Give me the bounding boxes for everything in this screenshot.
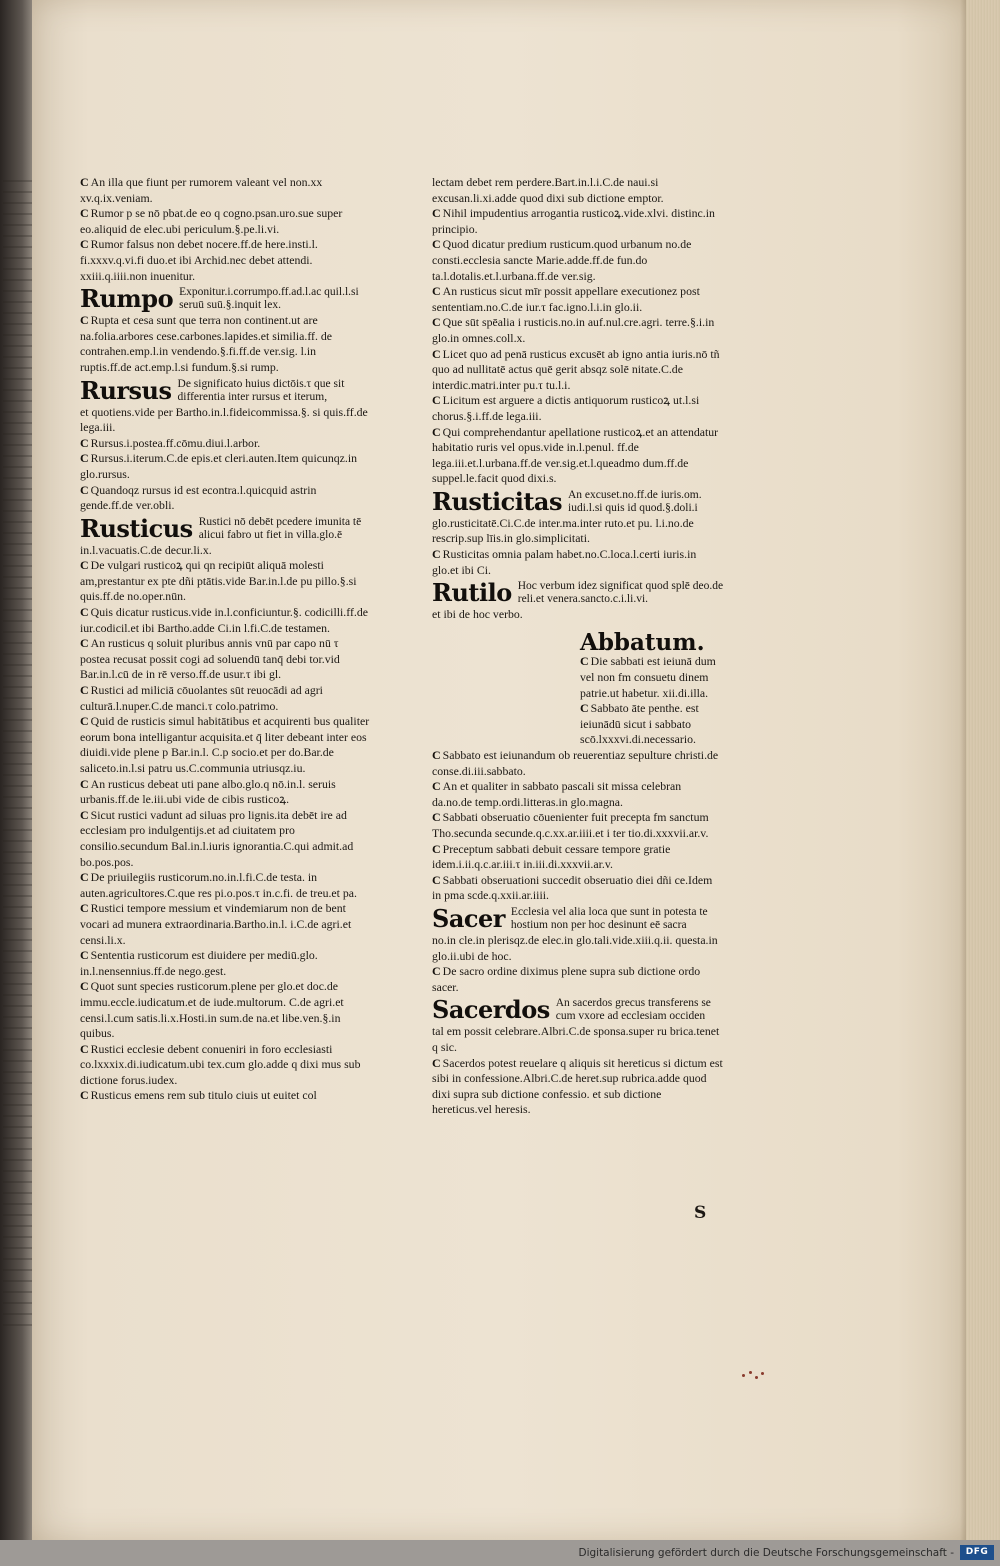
entry-text: Licet quo ad penā rusticus excusēt ab igno antia iuris.nō tñ quo ad nullitatē actus quē gerit absqz solē nitate.C.de interdic.matri.inter pu.τ tu.l.i. bbox=[432, 346, 720, 392]
entry-paragraph bbox=[80, 714, 370, 776]
headword: Sacer bbox=[432, 903, 505, 933]
entry-paragraph bbox=[80, 683, 370, 714]
entry-paragraph bbox=[80, 636, 370, 683]
entry-paragraph bbox=[80, 808, 370, 870]
entry-text: An illa que fiunt per rumorem valeant vel non.xx xv.q.ix.veniam. bbox=[80, 175, 323, 205]
entry-text: De sacro ordine diximus plene supra sub dictione ordo sacer. bbox=[432, 964, 701, 994]
entry-text: Sabbati obseruatio cōuenienter fuit precepta fm sanctum Tho.secunda secunde.q.c.xx.ar.iiii.et i ter tio.di.xxxvii.ar.v. bbox=[432, 810, 709, 840]
entry-text: Qui comprehendantur apellatione rusticoꝝ.et an attendatur habitatio ruris vel opus.vide in.l.penul. ff.de lega.iii.et.l.urbana.ff.de ver.sig.et.l.queadmo dum.ff.de suppel.le.facit quod dixi.s. bbox=[432, 424, 719, 486]
entry-paragraph bbox=[80, 558, 370, 605]
paragraph-mark-icon: C bbox=[80, 979, 89, 994]
headword-definition: De significato huius dictōis.τ que sit differentia inter rursus et iterum, bbox=[177, 377, 345, 403]
entry-text: An rusticus debeat uti pane albo.glo.q nō.in.l. seruis urbanis.ff.de le.iii.ubi vide de cibis rusticoꝝ. bbox=[80, 776, 336, 807]
headword-definition: Rustici nō debēt pcedere imunita tē alicui fabro ut fiet in villa.glo.ē bbox=[198, 515, 362, 541]
entry-paragraph bbox=[80, 436, 370, 452]
entry-paragraph bbox=[432, 425, 724, 487]
paragraph-mark-icon: C bbox=[80, 1041, 89, 1056]
headword-definition: Hoc verbum idez significat quod splē deo.de reli.et venera.sancto.c.i.li.vi. bbox=[517, 580, 724, 606]
entry-text: Rursus.i.iterum.C.de epis.et cleri.auten.Item quicunqz.in glo.rursus. bbox=[80, 451, 358, 481]
paragraph-mark-icon: C bbox=[80, 605, 89, 620]
entry-paragraph bbox=[80, 237, 370, 284]
headword-definition: An sacerdos grecus transferens se cum vxore ad ecclesiam occiden bbox=[555, 997, 711, 1023]
paragraph-mark-icon: C bbox=[432, 748, 441, 762]
entry-paragraph bbox=[80, 451, 370, 482]
entry-paragraph bbox=[80, 901, 370, 948]
entry-paragraph bbox=[80, 313, 370, 375]
entry-text: Sententia rusticorum est diuidere per mediū.glo. in.l.nensennius.ff.de nego.gest. bbox=[80, 948, 318, 978]
entry-paragraph bbox=[432, 873, 724, 904]
entry-text: Rumor p se nō pbat.de eo q cogno.psan.uro.sue super eo.aliquid de elec.ubi periculum.§.pe.li.vi. bbox=[80, 206, 343, 236]
paragraph-mark-icon: C bbox=[80, 776, 89, 791]
entry-text: Sacerdos potest reuelare q aliquis sit hereticus si dictum est sibi in confessione.Albri.C.de heret.sup rubrica.adde quod dixi supra sub dictione confessio. et sub dictione hereticus.vel heresis. bbox=[432, 1055, 723, 1117]
paragraph-mark-icon: C bbox=[432, 964, 441, 979]
footer-bar bbox=[0, 1540, 1000, 1566]
paragraph-mark-icon: C bbox=[80, 901, 89, 916]
entry-text: Quid de rusticis simul habitātibus et acquirenti bus qualiter eorum bona intelligantur acquisita.et q̄ liter debeant inter eos diuidi.vide plene p Bar.in.l. C.p socio.et per do.Bar.de saliceto.in.l.si patru us.C.communia utriusqz.iu. bbox=[80, 714, 370, 775]
entry-paragraph bbox=[432, 964, 724, 995]
headword-definition: An excuset.no.ff.de iuris.om. iudi.l.si quis id quod.§.doli.i bbox=[568, 488, 702, 514]
entry-paragraph bbox=[432, 315, 724, 346]
entry-paragraph bbox=[80, 948, 370, 979]
funding-notice: Digitalisierung gefördert durch die Deutsche Forschungsgemeinschaft - bbox=[578, 1547, 954, 1559]
entry-text: An et qualiter in sabbato pascali sit missa celebran da.no.de temp.ordi.litteras.in glo.magna. bbox=[432, 779, 682, 809]
entry-paragraph bbox=[580, 701, 724, 748]
headword-entry bbox=[432, 580, 724, 606]
right-text-column bbox=[432, 175, 724, 1118]
entry-paragraph bbox=[432, 284, 724, 315]
entry-text: Rumor falsus non debet nocere.ff.de here.insti.l. fi.xxxv.q.vi.fi duo.et ibi Archid.nec debet attendi. xxiii.q.iiii.non inuenitur. bbox=[80, 237, 318, 283]
paragraph-mark-icon: C bbox=[580, 701, 589, 716]
paragraph-mark-icon: C bbox=[80, 714, 89, 729]
entry-paragraph bbox=[432, 748, 724, 779]
headword: Sacerdos bbox=[432, 995, 550, 1025]
headword-definition: Ecclesia vel alia loca que sunt in potesta te hostium non per hoc desinunt eē sacra bbox=[510, 905, 708, 931]
entry-paragraph bbox=[432, 393, 724, 424]
continuation-text: et ibi de hoc verbo. bbox=[432, 607, 523, 622]
paragraph-mark-icon: C bbox=[432, 810, 441, 825]
paragraph-mark-icon: C bbox=[432, 206, 441, 221]
headword-entry bbox=[432, 903, 724, 933]
continuation-text: in.l.vacuatis.C.de decur.li.x. bbox=[80, 542, 212, 557]
entry-paragraph bbox=[432, 779, 724, 810]
paragraph-mark-icon: C bbox=[80, 451, 89, 466]
entry-paragraph bbox=[80, 605, 370, 636]
entry-text: Quandoqz rursus id est econtra.l.quicquid astrin gende.ff.de ver.obli. bbox=[80, 482, 317, 513]
entry-text: De vulgari rusticoꝝ qui qn recipiūt aliquā molesti am,prestantur ex pte dñi ptātis.vide Bar.in.l.de pu pillo.§.si quis.ff.de no.oper.nūn. bbox=[80, 558, 357, 604]
entry-paragraph bbox=[80, 979, 370, 1041]
entry-paragraph bbox=[432, 206, 724, 237]
paragraph-mark-icon: C bbox=[80, 870, 89, 885]
dfg-logo: DFG bbox=[960, 1545, 994, 1560]
entry-paragraph bbox=[432, 237, 724, 284]
paragraph-mark-icon: C bbox=[80, 1088, 89, 1103]
entry-paragraph bbox=[80, 206, 370, 237]
paragraph-mark-icon: C bbox=[432, 284, 441, 299]
paragraph-mark-icon: C bbox=[432, 779, 441, 794]
continuation-text: no.in cle.in plerisqz.de elec.in glo.tali.vide.xiii.q.ii. questa.in glo.ii.ubi de hoc. bbox=[432, 932, 718, 963]
paragraph-mark-icon: C bbox=[80, 206, 89, 221]
entry-text: Quod dicatur predium rusticum.quod urbanum no.de consti.ecclesia sancte Marie.adde.ff.de fun.do ta.l.dotalis.et.l.urbana.ff.de ver.sig. bbox=[432, 237, 692, 283]
entry-text: Licitum est arguere a dictis antiquorum rusticoꝝ ut.l.si chorus.§.i.ff.de lega.iii. bbox=[432, 393, 700, 423]
paragraph-mark-icon: C bbox=[432, 346, 441, 361]
paragraph-mark-icon: C bbox=[432, 424, 441, 439]
headword: Rumpo bbox=[80, 284, 174, 314]
headword-definition: Exponitur.i.corrumpo.ff.ad.l.ac quil.l.si seruū suū.§.inquit lex. bbox=[179, 286, 359, 312]
headword: Rursus bbox=[80, 375, 172, 405]
headword-entry bbox=[432, 486, 724, 516]
paragraph-mark-icon: C bbox=[80, 636, 89, 651]
ink-specks bbox=[742, 1370, 768, 1382]
headword-entry bbox=[80, 513, 370, 543]
paragraph-mark-icon: C bbox=[432, 872, 441, 887]
paragraph-mark-icon: C bbox=[80, 175, 89, 189]
entry-paragraph bbox=[80, 777, 370, 808]
headword: Rusticus bbox=[80, 513, 193, 543]
paragraph-mark-icon: C bbox=[80, 482, 89, 497]
entry-text: Rustici ad miliciā cōuolantes sūt reuocādi ad agri culturā.l.nuper.C.de manci.τ colo.patrimo. bbox=[80, 683, 323, 713]
paragraph-mark-icon: C bbox=[80, 313, 89, 328]
entry-text: Quis dicatur rusticus.vide in.l.conficiuntur.§. codicilli.ff.de iur.codicil.et ibi Bartho.adde Ci.in l.fi.C.de testamen. bbox=[80, 605, 368, 635]
entry-paragraph bbox=[432, 810, 724, 841]
entry-text: De priuilegiis rusticorum.no.in.l.fi.C.de testa. in auten.agricultores.C.que res pi.o.pos.τ in.c.fi. de treu.et pa. bbox=[80, 870, 357, 900]
headword: Rusticitas bbox=[432, 486, 562, 516]
entry-paragraph bbox=[432, 547, 724, 578]
entry-text: Rupta et cesa sunt que terra non continent.ut are na.folia.arbores cese.carbones.lapides.et similia.ff. de contrahen.emp.l.in vendendo.§.fi.ff.de ver.sig. l.in ruptis.ff.de act.emp.l.si fundum.§.si rump. bbox=[80, 313, 333, 374]
signature-mark: S bbox=[694, 1203, 707, 1223]
paragraph-mark-icon: C bbox=[432, 393, 441, 408]
paragraph-mark-icon: C bbox=[432, 237, 441, 252]
headword-entry bbox=[80, 375, 370, 405]
paragraph-mark-icon: C bbox=[580, 654, 589, 669]
paragraph-mark-icon: C bbox=[432, 315, 441, 330]
entry-text: Nihil impudentius arrogantia rusticoꝝ.vide.xlvi. distinc.in principio. bbox=[432, 206, 715, 236]
paragraph-mark-icon: C bbox=[80, 558, 89, 573]
entry-paragraph bbox=[432, 842, 724, 873]
continuation-text: lectam debet rem perdere.Bart.in.l.i.C.de naui.si excusan.li.xi.adde quod dixi sub dictione emptor. bbox=[432, 175, 664, 205]
headword: Rutilo bbox=[432, 578, 512, 608]
paragraph-mark-icon: C bbox=[432, 547, 441, 562]
paragraph-mark-icon: C bbox=[80, 807, 89, 822]
left-text-column bbox=[80, 175, 370, 1104]
paragraph-mark-icon: C bbox=[80, 435, 89, 450]
paragraph-mark-icon: C bbox=[80, 683, 89, 698]
entry-paragraph bbox=[80, 175, 370, 206]
entry-paragraph bbox=[432, 347, 724, 394]
entry-text: Sabbato āte penthe. est ieiunādū sicut i sabbato scō.lxxxvi.di.necessario. bbox=[580, 701, 699, 747]
paragraph-mark-icon: C bbox=[80, 237, 89, 252]
entry-text: Rustici tempore messium et vindemiarum non de bent vocari ad munera extraordinaria.Bartho.in.l. i.C.de agri.et censi.li.x. bbox=[80, 901, 352, 947]
entry-text: Sabbato est ieiunandum ob reuerentiaz sepulture christi.de conse.di.iii.sabbato. bbox=[432, 748, 719, 778]
paragraph-mark-icon: C bbox=[432, 1055, 441, 1070]
entry-text: Rusticus emens rem sub titulo ciuis ut euitet col bbox=[90, 1088, 317, 1103]
continuation-text: tal em possit celebrare.Albri.C.de sponsa.super ru brica.tenet q sic. bbox=[432, 1024, 720, 1054]
entry-text: Que sūt spēalia i rusticis.no.in auf.nul.cre.agri. terre.§.i.in glo.in omnes.coll.x. bbox=[432, 315, 715, 345]
entry-text: Rusticitas omnia palam habet.no.C.loca.l.certi iuris.in glo.et ibi Ci. bbox=[432, 547, 697, 577]
paragraph-mark-icon: C bbox=[432, 841, 441, 856]
entry-paragraph bbox=[80, 483, 370, 514]
entry-text: Sicut rustici vadunt ad siluas pro lignis.ita debēt ire ad ecclesiam pro indulgentijs.et ad ciuitatem pro consilio.secundum Bal.in.l.iuris ignorantia.C.qui admit.ad bo.pos.pos. bbox=[80, 807, 354, 869]
entry-text: An rusticus sicut mīr possit appellare executionez post sententiam.no.C.de iur.τ fac.igno.l.i.in glo.ii. bbox=[432, 284, 700, 314]
entry-text: Rursus.i.postea.ff.cōmu.diui.l.arbor. bbox=[90, 435, 261, 450]
entry-text: Rustici ecclesie debent conueniri in foro ecclesiasti co.lxxxix.di.iudicatum.ubi tex.cum glo.adde q dixi mus sub dictione forus.iudex. bbox=[80, 1041, 361, 1087]
entry-text: Die sabbati est ieiunā dum vel non fm consuetu dinem patrie.ut habetur. xii.di.illa. bbox=[580, 654, 716, 700]
headword-entry bbox=[80, 286, 370, 312]
continuation-text: et quotiens.vide per Bartho.in.l.fideicommissa.§. si quis.ff.de lega.iii. bbox=[80, 404, 368, 435]
entry-text: Quot sunt species rusticorum.plene per glo.et doc.de immu.eccle.iudicatum.et de iude.multorum. C.de agri.et censi.l.cum satis.li.x.Hosti.in sum.de na.et libe.ven.§.in quibus. bbox=[80, 979, 344, 1041]
headword-entry bbox=[432, 997, 724, 1023]
section-heading: Abbatum. bbox=[580, 628, 705, 656]
entry-paragraph bbox=[580, 654, 724, 701]
entry-text: An rusticus q soluit pluribus annis vnū par capo nū τ postea recusat possit cogi ad soluendū tanq̄ debi tor.vid Bar.in.l.cū de in rē verso.ff.de usur.τ ibi gl. bbox=[80, 636, 340, 682]
entry-text: Sabbati obseruationi succedit obseruatio diei dñi ce.Idem in pma scde.q.xxii.ar.iiii. bbox=[432, 872, 713, 903]
entry-text: Preceptum sabbati debuit cessare tempore gratie idem.i.ii.q.c.ar.iii.τ in.iii.di.xxxvii.ar.v. bbox=[432, 841, 671, 872]
entry-paragraph bbox=[80, 870, 370, 901]
entry-paragraph bbox=[80, 1042, 370, 1089]
entry-paragraph bbox=[432, 1056, 724, 1118]
page-stack-edge bbox=[966, 0, 1000, 1540]
continuation-text: glo.rusticitatē.Ci.C.de inter.ma.inter ruto.et pu. l.i.no.de rescrip.sup līis.in glo.simplicitati. bbox=[432, 515, 694, 546]
paragraph-mark-icon: C bbox=[80, 948, 89, 963]
entry-paragraph bbox=[80, 1088, 370, 1104]
